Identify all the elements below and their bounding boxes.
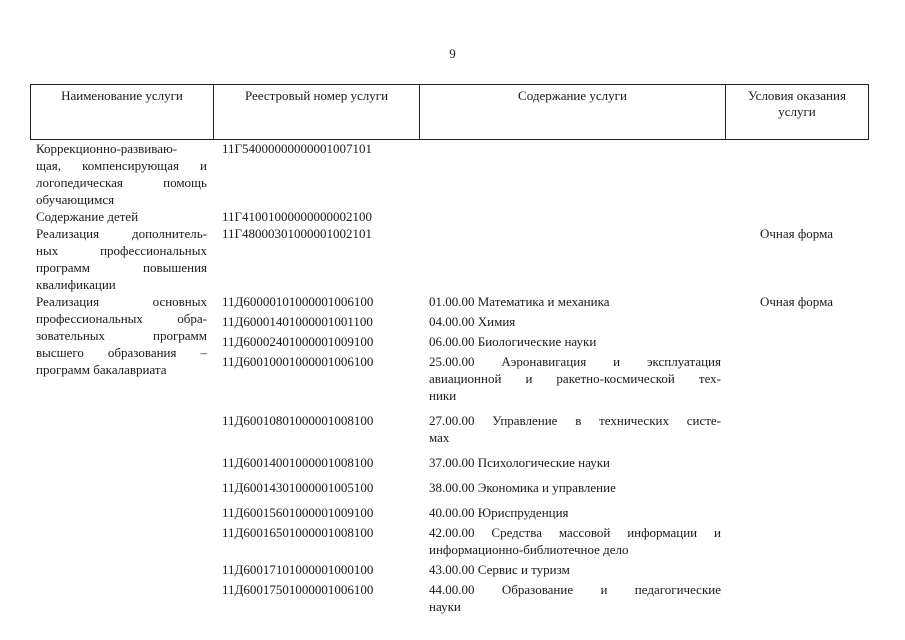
service-content-cell <box>419 353 725 404</box>
service-content-line: 43.00.00 Сервис и туризм <box>429 562 570 577</box>
registry-number-cell <box>213 225 419 293</box>
page-number: 9 <box>449 46 456 61</box>
registry-number-cell <box>213 333 419 350</box>
registry-number: 11Г54000000000001007101 <box>222 141 373 156</box>
service-content-cell <box>419 313 725 330</box>
service-name-line: Реализация основных <box>36 294 207 309</box>
registry-number-cell <box>213 454 419 471</box>
registry-number: 11Д60017101000001000100 <box>222 562 374 577</box>
service-content-cell <box>419 524 725 558</box>
service-content-line: 37.00.00 Психологические науки <box>429 455 611 470</box>
registry-number-cell <box>213 561 419 578</box>
registry-number-cell <box>213 140 419 208</box>
registry-number: 11Д60016501000001008100 <box>222 525 374 540</box>
services-table-header <box>30 84 869 140</box>
registry-number-cell <box>213 581 419 615</box>
service-name-cell <box>30 208 213 225</box>
service-content-line: авиационной и ракетно-космической тех- <box>429 371 721 386</box>
service-condition: Очная форма <box>759 294 834 309</box>
service-content-line: 01.00.00 Математика и механика <box>429 294 610 309</box>
service-content-cell <box>419 140 725 208</box>
table-row <box>30 293 868 310</box>
service-name-cell <box>30 225 213 293</box>
registry-number: 11Д60014301000001005100 <box>222 480 374 495</box>
service-name-line: зовательных программ <box>36 328 207 343</box>
header-service-name: Наименование услуги <box>31 85 214 140</box>
service-content-cell <box>419 504 725 521</box>
service-content-line: 06.00.00 Биологические науки <box>429 334 597 349</box>
service-content-cell <box>419 208 725 225</box>
service-content-line: 44.00.00 Образование и педагогические <box>429 582 721 597</box>
service-content-cell <box>419 333 725 350</box>
service-content-cell <box>419 581 725 615</box>
service-content-line: 04.00.00 Химия <box>429 314 516 329</box>
registry-number: 11Д60017501000001006100 <box>222 582 374 597</box>
registry-number-cell <box>213 353 419 404</box>
registry-number: 11Д60015601000001009100 <box>222 505 374 520</box>
table-row <box>30 208 868 225</box>
registry-number-cell <box>213 504 419 521</box>
registry-number: 11Д60000101000001006100 <box>222 294 374 309</box>
registry-number: 11Г48000301000001002101 <box>222 226 373 241</box>
service-name-line: Содержание детей <box>36 209 139 224</box>
registry-number-cell <box>213 293 419 310</box>
service-name-line: щая, компенсирующая и <box>36 158 207 173</box>
services-table-body <box>30 140 868 615</box>
service-content-cell <box>419 225 725 293</box>
registry-number: 11Г41001000000000002100 <box>222 209 373 224</box>
service-condition-cell <box>725 208 868 225</box>
service-content-cell <box>419 293 725 310</box>
service-content-cell <box>419 561 725 578</box>
service-name-line: Коррекционно-развиваю- <box>36 141 178 156</box>
service-content-cell <box>419 412 725 446</box>
registry-number: 11Д60002401000001009100 <box>222 334 374 349</box>
service-name-line: Реализация дополнитель- <box>36 226 207 241</box>
header-service-content: Содержание услуги <box>420 85 726 140</box>
registry-number-cell <box>213 208 419 225</box>
header-registry-number: Реестровый номер услуги <box>214 85 420 140</box>
service-content-line: 42.00.00 Средства массовой информации и <box>429 525 721 540</box>
registry-number-cell <box>213 313 419 330</box>
service-condition-cell <box>725 225 868 293</box>
registry-number: 11Д60010001000001006100 <box>222 354 374 369</box>
service-name-line: квалификации <box>36 277 116 292</box>
service-name-line: высшего образования – <box>36 345 207 360</box>
service-condition: Очная форма <box>759 226 834 241</box>
registry-number-cell <box>213 479 419 496</box>
registry-number-cell <box>213 412 419 446</box>
service-name-line: логопедическая помощь <box>36 175 207 190</box>
table-row <box>30 140 868 208</box>
registry-number: 11Д60010801000001008100 <box>222 413 374 428</box>
service-content-cell <box>419 479 725 496</box>
service-name-line: ных профессиональных <box>36 243 207 258</box>
service-name-line: программ повышения <box>36 260 207 275</box>
service-condition-cell <box>725 293 868 615</box>
service-name-cell <box>30 293 213 615</box>
registry-number: 11Д60001401000001001100 <box>222 314 373 329</box>
service-content-line: мах <box>429 430 450 445</box>
service-content-line: ники <box>429 388 457 403</box>
service-condition-cell <box>725 140 868 208</box>
service-content-line: 25.00.00 Аэронавигация и эксплуатация <box>429 354 721 369</box>
registry-number-cell <box>213 524 419 558</box>
service-content-line: 40.00.00 Юриспруденция <box>429 505 569 520</box>
service-content-line: 38.00.00 Экономика и управление <box>429 480 616 495</box>
registry-number: 11Д60014001000001008100 <box>222 455 374 470</box>
table-row <box>30 225 868 293</box>
service-content-line: информационно-библиотечное дело <box>429 542 629 557</box>
service-name-line: обучающимся <box>36 192 115 207</box>
service-content-line: науки <box>429 599 461 614</box>
service-name-line: программ бакалавриата <box>36 362 167 377</box>
service-name-cell <box>30 140 213 208</box>
service-content-cell <box>419 454 725 471</box>
service-content-line: 27.00.00 Управление в технических систе- <box>429 413 721 428</box>
header-service-conditions: Условия оказания услуги <box>726 85 869 140</box>
service-name-line: профессиональных обра- <box>36 311 207 326</box>
